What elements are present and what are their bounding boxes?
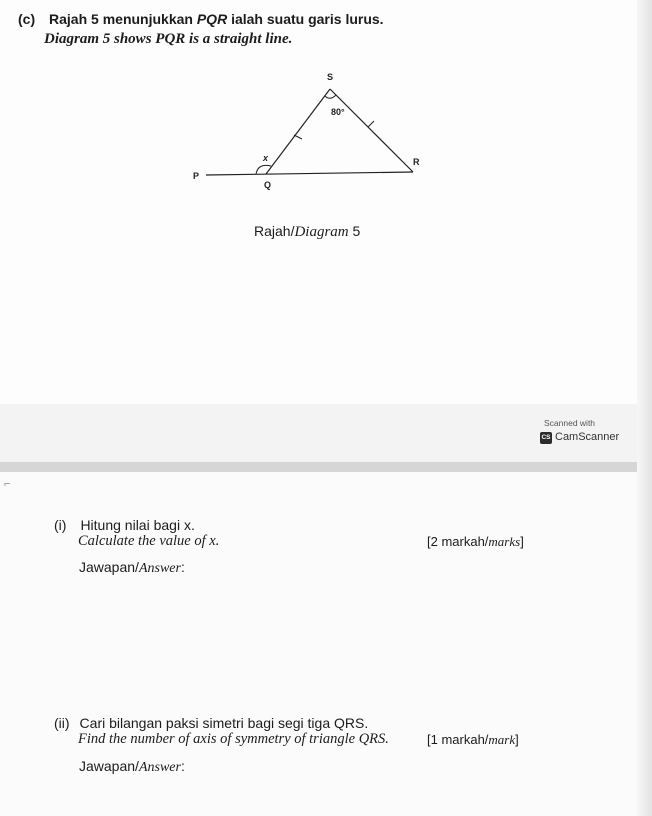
part-ii-marks-english: mark — [488, 732, 516, 747]
question-c-malay-prefix: Rajah 5 menunjukkan — [49, 11, 197, 27]
part-i-marks-english: marks — [488, 534, 521, 549]
page-edge-shadow — [637, 0, 652, 816]
label-s: S — [327, 72, 334, 82]
part-i-answer-english: Answer — [138, 561, 181, 576]
label-p: P — [193, 171, 200, 181]
part-i-malay: Hitung nilai bagi x. — [80, 517, 195, 533]
camscanner-watermark — [540, 418, 636, 454]
question-c-english — [44, 31, 292, 48]
part-i-marks-malay: [2 markah/ — [427, 534, 489, 549]
part-i-answer-label — [79, 559, 185, 577]
part-i-marks — [427, 534, 524, 550]
scanned-with-text: Scanned with — [544, 418, 596, 428]
part-i-answer-malay: Jawapan/ — [79, 559, 139, 575]
camscanner-logo-icon: CS — [540, 432, 552, 444]
question-c-english-pqr: PQR — [155, 31, 186, 47]
part-ii-marks — [427, 732, 519, 748]
diagram-5 — [180, 65, 440, 195]
part-i-marks-close: ] — [520, 534, 524, 549]
part-i-label: (i) — [54, 517, 67, 533]
camscanner-name: CamScanner — [555, 431, 620, 443]
label-r: R — [413, 157, 420, 167]
part-ii-marks-close: ] — [515, 732, 519, 747]
tick-mark-rs — [368, 121, 374, 127]
part-ii-answer-english: Answer — [138, 760, 181, 775]
label-q: Q — [264, 180, 272, 190]
part-ii-label: (ii) — [54, 715, 70, 731]
part-ii-malay-line — [54, 715, 368, 731]
label-angle-80: 80° — [331, 107, 345, 117]
corner-mark-icon: ⌐ — [4, 478, 11, 490]
question-c-english-prefix: Diagram 5 shows — [44, 31, 156, 47]
part-i-answer-colon: : — [180, 559, 185, 575]
part-ii-answer-colon: : — [180, 758, 185, 774]
tick-mark-qs — [294, 135, 302, 139]
part-ii-malay: Cari bilangan paksi simetri bagi segi tiga QRS. — [79, 715, 369, 731]
line-qs — [266, 89, 330, 174]
label-x: x — [263, 153, 269, 163]
part-i-malay-line — [54, 517, 195, 533]
part-ii-english: Find the number of axis of symmetry of triangle QRS. — [78, 731, 389, 747]
part-ii-answer-malay: Jawapan/ — [79, 758, 139, 774]
caption-malay: Rajah/ — [254, 223, 295, 239]
diagram-caption — [254, 223, 360, 241]
caption-english: Diagram — [294, 224, 349, 240]
angle-arc-s — [325, 95, 336, 98]
caption-number: 5 — [348, 223, 361, 239]
part-i-english: Calculate the value of x. — [78, 533, 220, 549]
page-top-section — [0, 0, 652, 404]
line-rs — [330, 89, 413, 172]
part-ii-marks-malay: [1 markah/ — [427, 732, 489, 747]
question-c-malay-suffix: ialah suatu garis lurus. — [227, 11, 384, 27]
question-c-label: (c) — [18, 11, 36, 27]
part-ii-answer-label — [79, 758, 185, 776]
question-c-malay-pqr: PQR — [196, 11, 228, 27]
question-c-malay — [18, 11, 384, 27]
line-pqr — [206, 172, 413, 175]
page-separator — [0, 462, 652, 472]
question-c-english-suffix: is a straight line. — [185, 31, 293, 47]
